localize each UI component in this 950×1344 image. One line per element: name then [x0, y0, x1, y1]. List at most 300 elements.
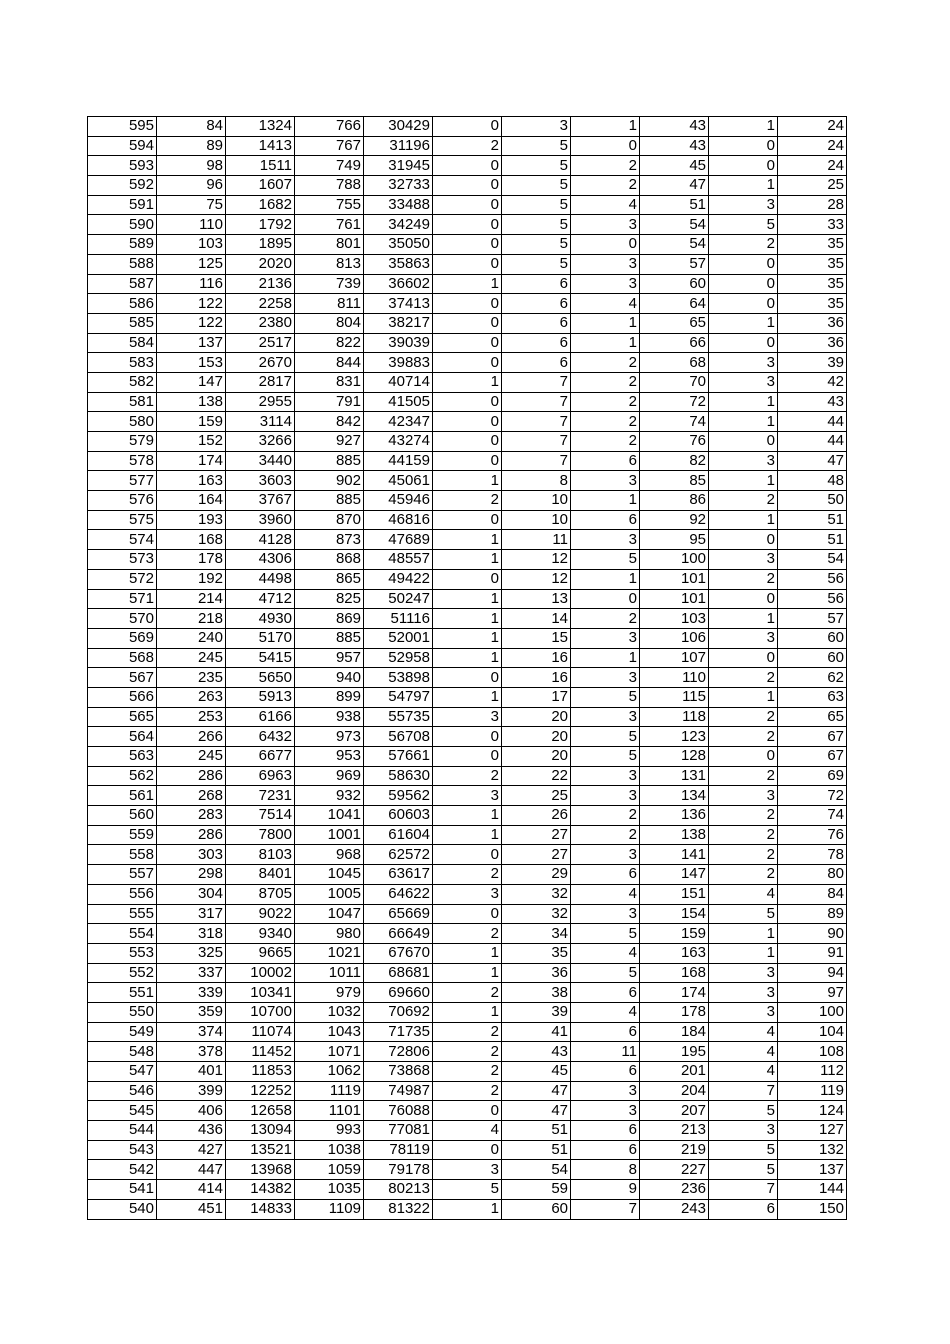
table-cell: 2 — [571, 806, 640, 826]
table-cell: 59 — [502, 1180, 571, 1200]
table-cell: 1 — [709, 609, 778, 629]
table-cell: 6 — [502, 274, 571, 294]
table-cell: 564 — [88, 727, 157, 747]
table-cell: 0 — [709, 648, 778, 668]
table-row — [88, 353, 847, 373]
table-row — [88, 707, 847, 727]
table-cell: 62 — [778, 668, 847, 688]
table-cell: 3 — [709, 451, 778, 471]
table-cell: 0 — [433, 294, 502, 314]
table-cell: 36 — [778, 333, 847, 353]
table-cell: 84 — [157, 117, 226, 137]
table-cell: 60 — [778, 648, 847, 668]
table-cell: 43 — [502, 1042, 571, 1062]
table-cell: 580 — [88, 412, 157, 432]
table-cell: 2670 — [226, 353, 295, 373]
table-cell: 317 — [157, 904, 226, 924]
table-cell: 122 — [157, 294, 226, 314]
table-cell: 3603 — [226, 471, 295, 491]
table-cell: 2 — [571, 372, 640, 392]
table-cell: 10 — [502, 510, 571, 530]
table-cell: 304 — [157, 884, 226, 904]
table-cell: 44 — [778, 412, 847, 432]
table-cell: 0 — [709, 747, 778, 767]
table-cell: 5 — [502, 195, 571, 215]
table-cell: 92 — [640, 510, 709, 530]
table-cell: 5415 — [226, 648, 295, 668]
table-cell: 1109 — [295, 1199, 364, 1219]
table-cell: 573 — [88, 550, 157, 570]
table-cell: 72806 — [364, 1042, 433, 1062]
table-cell: 227 — [640, 1160, 709, 1180]
table-cell: 1 — [433, 609, 502, 629]
table-row — [88, 786, 847, 806]
table-cell: 5913 — [226, 687, 295, 707]
table-cell: 104 — [778, 1022, 847, 1042]
table-cell: 8401 — [226, 865, 295, 885]
table-cell: 1059 — [295, 1160, 364, 1180]
table-cell: 125 — [157, 254, 226, 274]
table-cell: 27 — [502, 825, 571, 845]
table-cell: 0 — [433, 1140, 502, 1160]
table-cell: 303 — [157, 845, 226, 865]
table-cell: 2 — [433, 1042, 502, 1062]
table-cell: 35 — [502, 943, 571, 963]
table-cell: 151 — [640, 884, 709, 904]
table-cell: 20 — [502, 727, 571, 747]
table-cell: 3 — [709, 195, 778, 215]
table-cell: 940 — [295, 668, 364, 688]
table-row — [88, 628, 847, 648]
table-cell: 96 — [157, 176, 226, 196]
table-cell: 865 — [295, 569, 364, 589]
table-cell: 218 — [157, 609, 226, 629]
table-cell: 1 — [709, 117, 778, 137]
table-cell: 844 — [295, 353, 364, 373]
table-cell: 52001 — [364, 628, 433, 648]
table-row — [88, 687, 847, 707]
table-cell: 572 — [88, 569, 157, 589]
table-cell: 585 — [88, 313, 157, 333]
table-cell: 50247 — [364, 589, 433, 609]
table-cell: 0 — [433, 254, 502, 274]
table-cell: 2 — [709, 845, 778, 865]
table-cell: 555 — [88, 904, 157, 924]
table-row — [88, 550, 847, 570]
table-cell: 107 — [640, 648, 709, 668]
table-cell: 5 — [571, 963, 640, 983]
table-row — [88, 983, 847, 1003]
table-cell: 451 — [157, 1199, 226, 1219]
table-cell: 6166 — [226, 707, 295, 727]
table-cell: 147 — [157, 372, 226, 392]
table-row — [88, 845, 847, 865]
table-cell: 5 — [571, 747, 640, 767]
table-cell: 27 — [502, 845, 571, 865]
table-cell: 932 — [295, 786, 364, 806]
table-cell: 54 — [640, 215, 709, 235]
table-cell: 1 — [709, 943, 778, 963]
table-cell: 574 — [88, 530, 157, 550]
table-cell: 0 — [433, 668, 502, 688]
table-cell: 938 — [295, 707, 364, 727]
table-cell: 1 — [433, 943, 502, 963]
table-cell: 374 — [157, 1022, 226, 1042]
table-row — [88, 865, 847, 885]
table-cell: 76088 — [364, 1101, 433, 1121]
table-cell: 14382 — [226, 1180, 295, 1200]
table-cell: 543 — [88, 1140, 157, 1160]
table-cell: 9665 — [226, 943, 295, 963]
table-cell: 184 — [640, 1022, 709, 1042]
table-cell: 138 — [640, 825, 709, 845]
table-cell: 577 — [88, 471, 157, 491]
table-cell: 54 — [778, 550, 847, 570]
table-cell: 579 — [88, 432, 157, 452]
table-cell: 240 — [157, 628, 226, 648]
table-cell: 2 — [571, 353, 640, 373]
table-cell: 38 — [502, 983, 571, 1003]
table-cell: 12252 — [226, 1081, 295, 1101]
table-cell: 801 — [295, 235, 364, 255]
table-cell: 63 — [778, 687, 847, 707]
table-cell: 15 — [502, 628, 571, 648]
table-cell: 2517 — [226, 333, 295, 353]
table-cell: 556 — [88, 884, 157, 904]
table-cell: 3 — [433, 884, 502, 904]
table-cell: 39039 — [364, 333, 433, 353]
table-cell: 47 — [778, 451, 847, 471]
table-cell: 569 — [88, 628, 157, 648]
table-cell: 8 — [571, 1160, 640, 1180]
table-cell: 1011 — [295, 963, 364, 983]
table-cell: 68681 — [364, 963, 433, 983]
table-cell: 81322 — [364, 1199, 433, 1219]
table-cell: 42 — [778, 372, 847, 392]
table-cell: 2 — [709, 825, 778, 845]
score-table-body — [88, 117, 847, 1220]
table-cell: 298 — [157, 865, 226, 885]
table-cell: 1792 — [226, 215, 295, 235]
table-cell: 578 — [88, 451, 157, 471]
table-cell: 138 — [157, 392, 226, 412]
table-cell: 2 — [709, 707, 778, 727]
table-cell: 2 — [433, 865, 502, 885]
table-cell: 544 — [88, 1121, 157, 1141]
table-cell: 35863 — [364, 254, 433, 274]
table-cell: 51 — [778, 530, 847, 550]
table-cell: 1682 — [226, 195, 295, 215]
table-cell: 1 — [433, 471, 502, 491]
table-cell: 583 — [88, 353, 157, 373]
table-cell: 1324 — [226, 117, 295, 137]
table-row — [88, 215, 847, 235]
table-cell: 2 — [709, 865, 778, 885]
table-cell: 0 — [433, 1101, 502, 1121]
table-cell: 5650 — [226, 668, 295, 688]
table-cell: 927 — [295, 432, 364, 452]
table-cell: 2 — [433, 766, 502, 786]
table-cell: 73868 — [364, 1062, 433, 1082]
table-cell: 54 — [502, 1160, 571, 1180]
table-cell: 0 — [433, 747, 502, 767]
table-cell: 545 — [88, 1101, 157, 1121]
table-cell: 53898 — [364, 668, 433, 688]
table-cell: 3 — [709, 1121, 778, 1141]
table-row — [88, 313, 847, 333]
table-row — [88, 333, 847, 353]
table-row — [88, 156, 847, 176]
table-cell: 76 — [778, 825, 847, 845]
table-cell: 128 — [640, 747, 709, 767]
table-cell: 124 — [778, 1101, 847, 1121]
table-cell: 1 — [433, 589, 502, 609]
table-cell: 1071 — [295, 1042, 364, 1062]
table-cell: 1001 — [295, 825, 364, 845]
table-cell: 7231 — [226, 786, 295, 806]
table-cell: 0 — [433, 845, 502, 865]
table-cell: 1 — [709, 412, 778, 432]
table-cell: 2 — [571, 412, 640, 432]
table-cell: 35 — [778, 254, 847, 274]
table-cell: 168 — [640, 963, 709, 983]
table-cell: 979 — [295, 983, 364, 1003]
table-cell: 43 — [778, 392, 847, 412]
table-cell: 6 — [571, 1121, 640, 1141]
table-cell: 51 — [502, 1140, 571, 1160]
table-cell: 214 — [157, 589, 226, 609]
table-cell: 101 — [640, 589, 709, 609]
table-cell: 3114 — [226, 412, 295, 432]
table-cell: 595 — [88, 117, 157, 137]
table-cell: 82 — [640, 451, 709, 471]
table-cell: 3 — [709, 628, 778, 648]
table-cell: 44159 — [364, 451, 433, 471]
table-cell: 10002 — [226, 963, 295, 983]
table-cell: 20 — [502, 707, 571, 727]
table-cell: 4306 — [226, 550, 295, 570]
table-cell: 6 — [571, 1140, 640, 1160]
table-row — [88, 1140, 847, 1160]
table-cell: 132 — [778, 1140, 847, 1160]
table-cell: 134 — [640, 786, 709, 806]
table-cell: 152 — [157, 432, 226, 452]
table-cell: 24 — [778, 136, 847, 156]
table-cell: 36 — [502, 963, 571, 983]
table-cell: 568 — [88, 648, 157, 668]
table-row — [88, 510, 847, 530]
table-cell: 286 — [157, 825, 226, 845]
table-cell: 100 — [778, 1002, 847, 1022]
table-cell: 7 — [502, 372, 571, 392]
table-cell: 74 — [778, 806, 847, 826]
table-cell: 3 — [571, 471, 640, 491]
table-cell: 436 — [157, 1121, 226, 1141]
table-cell: 3767 — [226, 491, 295, 511]
table-cell: 63617 — [364, 865, 433, 885]
table-cell: 25 — [502, 786, 571, 806]
table-cell: 80 — [778, 865, 847, 885]
table-cell: 4 — [433, 1121, 502, 1141]
table-row — [88, 924, 847, 944]
table-cell: 0 — [433, 412, 502, 432]
table-cell: 870 — [295, 510, 364, 530]
table-cell: 591 — [88, 195, 157, 215]
table-cell: 95 — [640, 530, 709, 550]
table-cell: 31945 — [364, 156, 433, 176]
table-cell: 97 — [778, 983, 847, 1003]
table-cell: 61604 — [364, 825, 433, 845]
table-cell: 561 — [88, 786, 157, 806]
table-cell: 5 — [502, 156, 571, 176]
table-cell: 2 — [433, 1022, 502, 1042]
table-cell: 103 — [157, 235, 226, 255]
table-cell: 0 — [709, 136, 778, 156]
table-cell: 0 — [709, 333, 778, 353]
table-cell: 2 — [433, 1062, 502, 1082]
table-cell: 65 — [640, 313, 709, 333]
table-row — [88, 825, 847, 845]
table-cell: 7 — [709, 1180, 778, 1200]
table-cell: 25 — [778, 176, 847, 196]
table-row — [88, 943, 847, 963]
table-cell: 414 — [157, 1180, 226, 1200]
table-cell: 137 — [778, 1160, 847, 1180]
table-cell: 567 — [88, 668, 157, 688]
table-cell: 108 — [778, 1042, 847, 1062]
table-cell: 1 — [709, 313, 778, 333]
table-row — [88, 1022, 847, 1042]
table-row — [88, 569, 847, 589]
table-cell: 2136 — [226, 274, 295, 294]
table-cell: 268 — [157, 786, 226, 806]
table-cell: 37413 — [364, 294, 433, 314]
table-cell: 4930 — [226, 609, 295, 629]
table-cell: 6 — [571, 510, 640, 530]
table-cell: 570 — [88, 609, 157, 629]
table-cell: 51 — [640, 195, 709, 215]
table-cell: 9 — [571, 1180, 640, 1200]
table-cell: 77081 — [364, 1121, 433, 1141]
table-cell: 593 — [88, 156, 157, 176]
table-cell: 40714 — [364, 372, 433, 392]
table-cell: 9022 — [226, 904, 295, 924]
table-cell: 45 — [502, 1062, 571, 1082]
table-cell: 47 — [640, 176, 709, 196]
table-cell: 56 — [778, 589, 847, 609]
table-cell: 885 — [295, 491, 364, 511]
table-cell: 131 — [640, 766, 709, 786]
table-row — [88, 668, 847, 688]
table-cell: 3 — [709, 963, 778, 983]
table-cell: 1062 — [295, 1062, 364, 1082]
table-cell: 3 — [502, 117, 571, 137]
table-cell: 0 — [433, 195, 502, 215]
table-cell: 1035 — [295, 1180, 364, 1200]
table-cell: 0 — [709, 432, 778, 452]
table-cell: 1 — [571, 648, 640, 668]
table-cell: 136 — [640, 806, 709, 826]
table-row — [88, 372, 847, 392]
table-cell: 4 — [571, 884, 640, 904]
table-cell: 0 — [709, 530, 778, 550]
table-cell: 219 — [640, 1140, 709, 1160]
table-row — [88, 274, 847, 294]
table-cell: 2380 — [226, 313, 295, 333]
table-row — [88, 1081, 847, 1101]
table-cell: 560 — [88, 806, 157, 826]
table-cell: 69 — [778, 766, 847, 786]
table-cell: 64 — [640, 294, 709, 314]
table-cell: 57 — [640, 254, 709, 274]
table-cell: 67 — [778, 727, 847, 747]
table-cell: 2 — [571, 176, 640, 196]
table-cell: 6 — [571, 865, 640, 885]
table-cell: 48 — [778, 471, 847, 491]
table-cell: 1043 — [295, 1022, 364, 1042]
table-cell: 1101 — [295, 1101, 364, 1121]
table-cell: 4 — [709, 1062, 778, 1082]
table-cell: 3 — [433, 1160, 502, 1180]
table-cell: 60 — [640, 274, 709, 294]
table-cell: 542 — [88, 1160, 157, 1180]
table-cell: 41505 — [364, 392, 433, 412]
table-cell: 8705 — [226, 884, 295, 904]
table-cell: 7 — [502, 392, 571, 412]
table-cell: 2 — [709, 727, 778, 747]
table-cell: 150 — [778, 1199, 847, 1219]
table-cell: 5 — [709, 1101, 778, 1121]
table-cell: 3 — [571, 1081, 640, 1101]
table-cell: 60 — [502, 1199, 571, 1219]
table-cell: 558 — [88, 845, 157, 865]
table-cell: 7 — [709, 1081, 778, 1101]
table-cell: 549 — [88, 1022, 157, 1042]
table-cell: 70692 — [364, 1002, 433, 1022]
table-cell: 45061 — [364, 471, 433, 491]
table-cell: 1 — [571, 117, 640, 137]
table-cell: 46816 — [364, 510, 433, 530]
table-cell: 32 — [502, 904, 571, 924]
table-cell: 1 — [571, 313, 640, 333]
table-cell: 235 — [157, 668, 226, 688]
table-cell: 1 — [571, 491, 640, 511]
table-cell: 587 — [88, 274, 157, 294]
table-cell: 13094 — [226, 1121, 295, 1141]
table-cell: 957 — [295, 648, 364, 668]
table-cell: 4 — [709, 1022, 778, 1042]
table-cell: 14833 — [226, 1199, 295, 1219]
table-cell: 2 — [571, 609, 640, 629]
table-cell: 178 — [157, 550, 226, 570]
table-cell: 581 — [88, 392, 157, 412]
table-cell: 0 — [433, 156, 502, 176]
table-cell: 57661 — [364, 747, 433, 767]
table-cell: 154 — [640, 904, 709, 924]
table-cell: 3 — [571, 707, 640, 727]
table-cell: 1 — [433, 372, 502, 392]
table-row — [88, 491, 847, 511]
table-cell: 4 — [571, 943, 640, 963]
table-cell: 118 — [640, 707, 709, 727]
table-cell: 1511 — [226, 156, 295, 176]
table-cell: 559 — [88, 825, 157, 845]
table-cell: 13 — [502, 589, 571, 609]
table-cell: 553 — [88, 943, 157, 963]
table-cell: 1 — [433, 648, 502, 668]
table-cell: 813 — [295, 254, 364, 274]
table-cell: 868 — [295, 550, 364, 570]
